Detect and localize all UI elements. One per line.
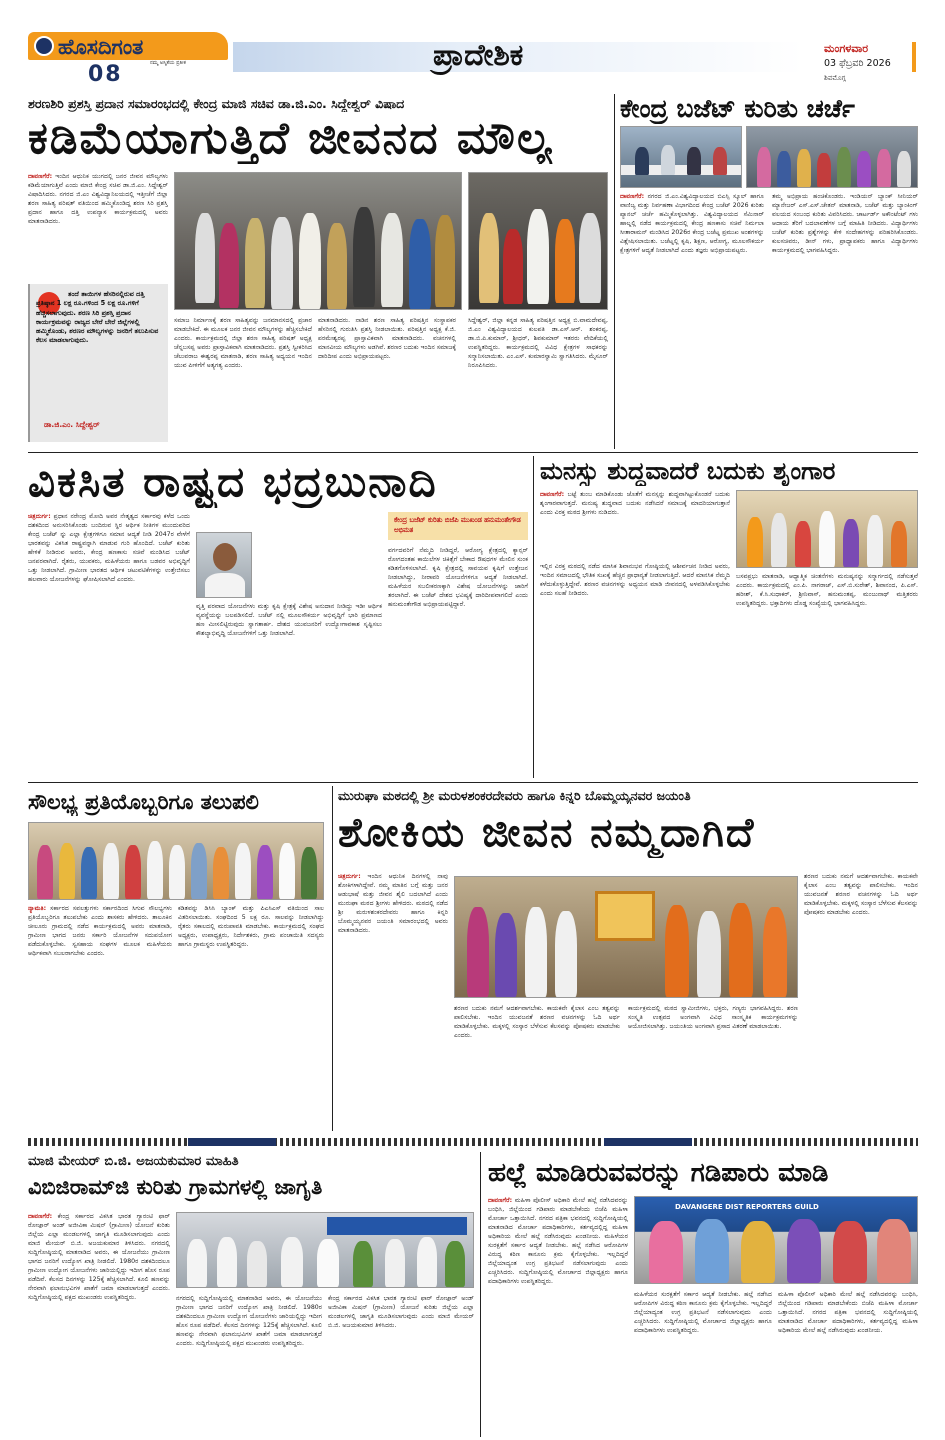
a8-headline: ಹಲ್ಲೆ ಮಾಡಿರುವವರನ್ನು ಗಡಿಪಾರು ಮಾಡಿ — [488, 1158, 829, 1188]
masthead — [28, 30, 918, 90]
a1-quote-box — [28, 284, 168, 442]
a8-photo-press — [634, 1196, 918, 1284]
a7-kicker: ಮಾಜಿ ಮೇಯರ್ ಬಿ.ಜಿ. ಅಜಯಕುಮಾರ ಮಾಹಿತಿ — [28, 1154, 239, 1169]
a4-col2-text: ಇಲ್ಲಿನ ವಿರಕ್ತ ಮಠದಲ್ಲಿ ನಡೆದ ಮಾಸಿಕ ಶಿವಾನುಭವ ಗೋಷ್ಠಿಯಲ್ಲಿ ಆಶೀರ್ವಚನ ನೀಡಿದ ಅವರು, ಇಂದಿನ ಸಮಾಜದಲ್ಲಿ ಭೌತಿಕ ಸುಖಕ್ಕೆ ಹೆಚ್ಚಿನ ಪ್ರಾಧಾನ್ಯತೆ ನೀಡಲಾಗುತ್ತಿದೆ. ಆದರೆ ಮಾನಸಿಕ ನೆಮ್ಮದಿ ಕಳೆದುಕೊಳ್ಳುತ್ತಿದ್ದೇವೆ. ಶರಣರ ವಚನಗಳನ್ನು ಅಧ್ಯಯನ ಮಾಡಿ ಜೀವನದಲ್ಲಿ ಅಳವಡಿಸಿಕೊಳ್ಳಬೇಕು ಎಂದು ಸಲಹೆ ನೀಡಿದರು. — [540, 563, 730, 597]
a2-photo-audience — [746, 126, 918, 188]
logo-emblem-icon — [34, 36, 54, 56]
a1-kicker: ಶರಣಶಿರಿ ಪ್ರಶಸ್ತಿ ಪ್ರದಾನ ಸಮಾರಂಭದಲ್ಲಿ ಕೇಂದ್ರ ಮಾಜಿ ಸಚಿವ ಡಾ.ಜಿ.ಎಂ. ಸಿದ್ದೇಶ್ವರ್ ವಿಷಾದ — [28, 96, 405, 111]
a1-photo-award — [468, 172, 608, 310]
a6-kicker: ಮುರುಘಾ ಮಠದಲ್ಲಿ ಶ್ರೀ ಮರುಳಶಂಕರದೇವರು ಹಾಗೂ ಕಿನ್ನರಿ ಬೊಮ್ಮಯ್ಯನವರ ಜಯಂತಿ — [338, 788, 691, 803]
logo-text: ಹೊಸದಿಗಂತ — [58, 34, 144, 59]
article-value-of-life — [28, 94, 608, 449]
a1-photo-stage — [174, 172, 462, 310]
logo-block — [28, 32, 228, 87]
a6-col2-text: ಶರಣರ ಬದುಕು ನಮಗೆ ಆದರ್ಶವಾಗಬೇಕು. ಕಾಯಕವೇ ಕೈಲಾಸ ಎಂಬ ತತ್ವವನ್ನು ಪಾಲಿಸಬೇಕು. ಇಂದಿನ ಯುವಜನತೆ ಶರಣರ ವಚನಗಳನ್ನು ಓದಿ ಅರ್ಥ ಮಾಡಿಕೊಳ್ಳಬೇಕು. ಮಕ್ಕಳಲ್ಲಿ ಸಂಸ್ಕಾರ ಬೆಳೆಸುವ ಕೆಲಸವನ್ನು ಪೋಷಕರು ಮಾಡಬೇಕು ಎಂದರು. — [454, 1005, 620, 1039]
a2-col1-text: ದಾವಣಗೆರೆ: ನಗರದ ಜಿ.ಎಂ.ವಿಶ್ವವಿದ್ಯಾಲಯದ ಬಿಎಸ್ಸಿ ಸ್ಕೂಲ್ ಹಾಗೂ ವಾಣಿಜ್ಯ ಮತ್ತು ನಿರ್ವಹಣಾ ವಿಭಾಗದಿಂದ ಕೇಂದ್ರ ಬಜೆಟ್ 2026 ಕುರಿತು ಪ್ಯಾನಲ್ ಚರ್ಚೆ ಹಮ್ಮಿಕೊಳ್ಳಲಾಗಿತ್ತು. ವಿಶ್ವವಿದ್ಯಾಲಯದ ಸೆಮಿನಾರ್ ಹಾಲ್ನಲ್ಲಿ ನಡೆದ ಕಾರ್ಯಕ್ರಮದಲ್ಲಿ ಕೇಂದ್ರ ಹಣಕಾಸು ಸಚಿವೆ ನಿರ್ಮಲಾ ಸೀತಾರಾಮನ್ ಮಂಡಿಸಿದ 2026ರ ಕೇಂದ್ರ ಬಜೆಟ್ನ ಪ್ರಮುಖ ಅಂಶಗಳನ್ನು ವಿಶ್ಲೇಷಿಸಲಾಯಿತು. ಬಜೆಟ್ನಲ್ಲಿ ಕೃಷಿ, ಶಿಕ್ಷಣ, ಆರೋಗ್ಯ, ಮೂಲಸೌಕರ್ಯ ಕ್ಷೇತ್ರಗಳಿಗೆ ಆದ್ಯತೆ ನೀಡಲಾಗಿದೆ ಎಂದು ತಜ್ಞರು ಅಭಿಪ್ರಾಯಪಟ್ಟರು. — [620, 193, 764, 254]
a6-col3-text: ಕಾರ್ಯಕ್ರಮದಲ್ಲಿ ಮಠದ ಸ್ವಾಮೀಜಿಗಳು, ಭಕ್ತರು, ಗಣ್ಯರು ಭಾಗವಹಿಸಿದ್ದರು. ಶರಣ ಸಂಸ್ಕೃತಿ ಉತ್ಸವದ ಅಂಗವಾಗಿ ವಿವಿಧ ಸಾಂಸ್ಕೃತಿಕ ಕಾರ್ಯಕ್ರಮಗಳನ್ನು ಆಯೋಜಿಸಲಾಗಿತ್ತು. ಜಯಂತಿಯ ಅಂಗವಾಗಿ ಪ್ರಸಾದ ವಿತರಣೆ ಮಾಡಲಾಯಿತು. — [628, 1005, 798, 1030]
article-deport-attackers — [488, 1152, 918, 1437]
a8-col2-text: ಮಹಿಳೆಯರ ಸುರಕ್ಷತೆಗೆ ಸರ್ಕಾರ ಆದ್ಯತೆ ನೀಡಬೇಕು. ಹಲ್ಲೆ ನಡೆಸಿದ ಆರೋಪಿಗಳ ವಿರುದ್ಧ ಕಠಿಣ ಕಾನೂನು ಕ್ರಮ ಕೈಗೊಳ್ಳಬೇಕು. ಇಲ್ಲದಿದ್ದರೆ ಜಿಲ್ಲೆಯಾದ್ಯಂತ ಉಗ್ರ ಪ್ರತಿಭಟನೆ ನಡೆಸಲಾಗುವುದು ಎಂದು ಎಚ್ಚರಿಸಿದರು. ಸುದ್ದಿಗೋಷ್ಠಿಯಲ್ಲಿ ಮೋರ್ಚಾದ ಜಿಲ್ಲಾಧ್ಯಕ್ಷರು ಹಾಗೂ ಪದಾಧಿಕಾರಿಗಳು ಉಪಸ್ಥಿತರಿದ್ದರು. — [634, 1291, 772, 1334]
a4-photo-mutt — [736, 490, 918, 568]
page-number: 08 — [88, 62, 123, 87]
a4-col3-text: ಬಸವಪ್ರಭು ಮಾತನಾಡಿ, ಆಧ್ಯಾತ್ಮಿಕ ಚಿಂತನೆಗಳು ಮನುಷ್ಯನನ್ನು ಸನ್ಮಾರ್ಗದಲ್ಲಿ ನಡೆಸುತ್ತವೆ ಎಂದರು. ಕಾರ್ಯಕ್ರಮದಲ್ಲಿ ಎಂ.ಪಿ. ನಾಗರಾಜ್, ಎಸ್.ಬಿ.ಸುರೇಶ್, ಶಿವಾನಂದ, ಪಿ.ಎಸ್. ಹರೀಶ್, ಕೆ.ಸಿ.ಸುಧಾಕರ್, ಶ್ರೀನಿವಾಸ್, ಹನುಮಂತಪ್ಪ, ಮಂಜುನಾಥ್ ಮತ್ತಿತರರು ಉಪಸ್ಥಿತರಿದ್ದರು. ಭಕ್ತಾದಿಗಳು ದೊಡ್ಡ ಸಂಖ್ಯೆಯಲ್ಲಿ ಭಾಗವಹಿಸಿದ್ದರು. — [736, 573, 918, 607]
a3-box — [388, 512, 528, 540]
a3-box-text: ಕೇಂದ್ರ ಬಜೆಟ್ ಕುರಿತು ಬಿಜೆಪಿ ಮುಖಂಡ ಹನುಮಂತೇಗೌಡ ಅಭಿಮತ — [394, 516, 521, 534]
a8-col1-text: ದಾವಣಗೆರೆ: ಮಹಿಳಾ ಪೊಲೀಸ್ ಅಧಿಕಾರಿ ಮೇಲೆ ಹಲ್ಲೆ ನಡೆಸಿದವರನ್ನು ಬಂಧಿಸಿ, ಜಿಲ್ಲೆಯಿಂದ ಗಡಿಪಾರು ಮಾಡಬೇಕೆಂದು ಬಿಜೆಪಿ ಮಹಿಳಾ ಮೋರ್ಚಾ ಒತ್ತಾಯಿಸಿದೆ. ನಗರದ ಪತ್ರಿಕಾ ಭವನದಲ್ಲಿ ಸುದ್ದಿಗೋಷ್ಠಿಯಲ್ಲಿ ಮಾತನಾಡಿದ ಮೋರ್ಚಾ ಪದಾಧಿಕಾರಿಗಳು, ಕರ್ತವ್ಯದಲ್ಲಿದ್ದ ಮಹಿಳಾ ಅಧಿಕಾರಿಯ ಮೇಲೆ ಹಲ್ಲೆ ನಡೆಸಿರುವುದು ಖಂಡನೀಯ. ಮಹಿಳೆಯರ ಸುರಕ್ಷತೆಗೆ ಸರ್ಕಾರ ಆದ್ಯತೆ ನೀಡಬೇಕು. ಹಲ್ಲೆ ನಡೆಸಿದ ಆರೋಪಿಗಳ ವಿರುದ್ಧ ಕಠಿಣ ಕಾನೂನು ಕ್ರಮ ಕೈಗೊಳ್ಳಬೇಕು. ಇಲ್ಲದಿದ್ದರೆ ಜಿಲ್ಲೆಯಾದ್ಯಂತ ಉಗ್ರ ಪ್ರತಿಭಟನೆ ನಡೆಸಲಾಗುವುದು ಎಂದು ಎಚ್ಚರಿಸಿದರು. ಸುದ್ದಿಗೋಷ್ಠಿಯಲ್ಲಿ ಮೋರ್ಚಾದ ಜಿಲ್ಲಾಧ್ಯಕ್ಷರು ಹಾಗೂ ಪದಾಧಿಕಾರಿಗಳು ಉಪಸ್ಥಿತರಿದ್ದರು. — [488, 1197, 628, 1285]
section-divider — [28, 1138, 918, 1146]
a7-headline: ವಿಬಿಜಿರಾಮ್‌ಜಿ ಕುರಿತು ಗ್ರಾಮಗಳಲ್ಲಿ ಜಾಗೃತಿ — [28, 1175, 323, 1199]
a1-col2-text: ಸಮಾಜ ನಿರ್ಮಾಣಕ್ಕೆ ಶರಣ ಸಾಹಿತ್ಯವನ್ನು ಜನಮಾನಸದಲ್ಲಿ ಪ್ರಚಾರ ಮಾಡಬೇಕಿದೆ. ಈ ಮೂಲಕ ಜನರ ಜೀವನ ಮೌಲ್ಯಗಳನ್ನು ಹೆಚ್ಚಿಸಬೇಕಿದೆ ಎಂದರು. ಕಾರ್ಯಕ್ರಮದಲ್ಲಿ ಜಿಲ್ಲಾ ಶರಣ ಸಾಹಿತ್ಯ ಪರಿಷತ್ ಅಧ್ಯಕ್ಷ ಚೆನ್ನಬಸಪ್ಪ ಅವರು ಪ್ರಾಸ್ತಾವಿಕವಾಗಿ ಮಾತನಾಡಿದರು. ಪ್ರಶಸ್ತಿ ಸ್ವೀಕರಿಸಿದ ಚೆಲುವರಾಜ ಈಶ್ವರಪ್ಪ ಮಾತನಾಡಿ, ಶರಣ ಸಾಹಿತ್ಯ ಅಧ್ಯಯನ ಇಂದಿನ ಯುವ ಪೀಳಿಗೆಗೆ ಅತ್ಯಗತ್ಯ ಎಂದರು. — [174, 317, 312, 369]
a3-col1-text: ಚಿತ್ರದುರ್ಗ: ಪ್ರಧಾನ ನರೇಂದ್ರ ಮೋದಿ ಅವರ ನೇತೃತ್ವದ ಸರ್ಕಾರವು ಕಳೆದ ಒಂದು ದಶಕದಿಂದ ಅನುಸರಿಸಿಕೊಂಡು ಬಂದಿರುವ ಸ್ಥಿರ ಆರ್ಥಿಕ ನೀತಿಗಳ ಮುಂದುವರಿದ ಕೇಂದ್ರ ಬಜೆಟ್ ನ್ನು ಎಲ್ಲಾ ಕ್ಷೇತ್ರಗಳಿಗೂ ಸಮಾನ ಆದ್ಯತೆ ನೀಡಿ 2047ರ ವೇಳೆಗೆ ಭಾರತವನ್ನು ವಿಕಸಿತ ರಾಷ್ಟ್ರವನ್ನಾಗಿ ಮಾಡುವ ಗುರಿ ಹೊಂದಿದೆ. ಬಜೆಟ್ ಕುರಿತು ಹೇಳಿಕೆ ನೀಡಿರುವ ಅವರು, ಕೇಂದ್ರ ಹಣಕಾಸು ಸಚಿವೆ ಮಂಡಿಸಿದ ಬಜೆಟ್ ಜನಪರವಾಗಿದೆ. ರೈತರು, ಯುವಕರು, ಮಹಿಳೆಯರು ಹಾಗೂ ಬಡವರ ಅಭಿವೃದ್ಧಿಗೆ ಒತ್ತು ನೀಡಲಾಗಿದೆ. ಗ್ರಾಮೀಣ ಭಾರತದ ಆರ್ಥಿಕ ಚಟುವಟಿಕೆಗಳನ್ನು ಉತ್ತೇಜಿಸಲು ಹಲವಾರು ಯೋಜನೆಗಳನ್ನು ಘೋಷಿಸಲಾಗಿದೆ ಎಂದರು. — [28, 513, 190, 583]
a1-headline: ಕಡಿಮೆಯಾಗುತ್ತಿದೆ ಜೀವನದ ಮೌಲ್ಯ — [28, 114, 554, 164]
a1-quote-author: ಡಾ.ಜಿ.ಎಂ. ಸಿದ್ದೇಶ್ವರ್ — [44, 420, 100, 429]
a7-col2-text: ನಗರದಲ್ಲಿ ಸುದ್ದಿಗೋಷ್ಠಿಯಲ್ಲಿ ಮಾತನಾಡಿದ ಅವರು, ಈ ಯೋಜನೆಯು ಗ್ರಾಮೀಣ ಭಾಗದ ಜನರಿಗೆ ಉದ್ಯೋಗ ಖಾತ್ರಿ ನೀಡಲಿದೆ. 1980ರ ದಶಕದಿಂದಲೂ ಗ್ರಾಮೀಣ ಉದ್ಯೋಗ ಯೋಜನೆಗಳು ಜಾರಿಯಲ್ಲಿದ್ದು ಇದೀಗ ಹೊಸ ರೂಪ ಪಡೆದಿವೆ. ಕೆಲಸದ ದಿನಗಳನ್ನು 125ಕ್ಕೆ ಹೆಚ್ಚಿಸಲಾಗಿದೆ. ಕೂಲಿ ಹಣವನ್ನು ನೇರವಾಗಿ ಫಲಾನುಭವಿಗಳ ಖಾತೆಗೆ ಜಮಾ ಮಾಡಲಾಗುತ್ತದೆ ಎಂದರು. ಸುದ್ದಿಗೋಷ್ಠಿಯಲ್ಲಿ ಪಕ್ಷದ ಮುಖಂಡರು ಉಪಸ್ಥಿತರಿದ್ದರು. — [176, 1295, 322, 1347]
a3-portrait — [196, 532, 252, 598]
edition-city: ಶಿವಮೊಗ್ಗ — [824, 74, 846, 82]
section-title: ಪ್ರಾದೇಶಿಕ — [433, 38, 524, 73]
a3-headline: ವಿಕಸಿತ ರಾಷ್ಟ್ರದ ಭದ್ರಬುನಾದಿ — [28, 457, 438, 506]
article-developed-nation — [28, 456, 528, 778]
a5-photo-group — [28, 822, 324, 900]
a4-col1-text: ದಾವಣಗೆರೆ: ಬಟ್ಟೆ ತುಂಬ ಮಾಡಿಕೊಂಡು ಜೊತೆಗೆ ಮನಸ್ಸನ್ನು ಶುದ್ಧವಾಗಿಟ್ಟುಕೊಂಡರೆ ಬದುಕು ಶೃಂಗಾರವಾಗುತ್ತದೆ. ಮನುಷ್ಯ ಶುದ್ಧವಾದ ಬದುಕು ನಡೆಸಿದರೆ ಸಮಾಜಕ್ಕೆ ಮಾದರಿಯಾಗುತ್ತಾನೆ ಎಂದು ವಿರಕ್ತ ಮಠದ ಶ್ರೀಗಳು ನುಡಿದರು. — [540, 491, 730, 516]
edition-date: 03 ಫೆಬ್ರವರಿ 2026 — [824, 58, 891, 69]
a1-col3-text: ಮಾತನಾಡಿದರು. ನಾಡಿನ ಶರಣ ಸಾಹಿತ್ಯ ಪರಿಷತ್ತಿನ ಸಂಸ್ಥಾಪಕರ ಹೆಸರಿನಲ್ಲಿ ಗುರುತಿಸಿ ಪ್ರಶಸ್ತಿ ನೀಡಲಾಯಿತು. ಪರಿಷತ್ತಿನ ಅಧ್ಯಕ್ಷ ಕೆ.ಜಿ. ಪರಮೇಶ್ವರಪ್ಪ ಪ್ರಾಸ್ತಾವಿಕವಾಗಿ ಮಾತನಾಡಿದರು. ವಚನಗಳಲ್ಲಿ ಮಾನವೀಯ ಮೌಲ್ಯಗಳು ಅಡಗಿವೆ. ಶರಣರ ಬದುಕು ಇಂದಿನ ಸಮಾಜಕ್ಕೆ ದಾರಿದೀಪ ಎಂದು ಅಭಿಪ್ರಾಯಪಟ್ಟರು. — [318, 317, 456, 360]
a6-photo-seers — [454, 876, 798, 998]
a2-photo-panel — [620, 126, 742, 188]
article-vbgramg-awareness — [28, 1152, 474, 1437]
a6-col4-text: ಶರಣರ ಬದುಕು ನಮಗೆ ಆದರ್ಶವಾಗಬೇಕು. ಕಾಯಕವೇ ಕೈಲಾಸ ಎಂಬ ತತ್ವವನ್ನು ಪಾಲಿಸಬೇಕು. ಇಂದಿನ ಯುವಜನತೆ ಶರಣರ ವಚನಗಳನ್ನು ಓದಿ ಅರ್ಥ ಮಾಡಿಕೊಳ್ಳಬೇಕು. ಮಕ್ಕಳಲ್ಲಿ ಸಂಸ್ಕಾರ ಬೆಳೆಸುವ ಕೆಲಸವನ್ನು ಪೋಷಕರು ಮಾಡಬೇಕು ಎಂದರು. — [804, 873, 918, 916]
a8-banner-text: DAVANGERE DIST REPORTERS GUILD — [675, 1203, 819, 1211]
a1-quote-text: ತಂದೆ ತಾಯಿಗಳ ಹೆಸರಿನಲ್ಲಿರುವ ದತ್ತಿ ಪ್ರತಿಷ್ಠಾನ 1 ಲಕ್ಷ ರೂ.ಗಳಿಂದ 5 ಲಕ್ಷ ರೂ.ಗಳಿಗೆ ಹೆಚ್ಚಿಸಲಾಗುವುದು. ಶರಣ ಸಿರಿ ಪ್ರಶಸ್ತಿ ಪ್ರದಾನ ಕಾರ್ಯಕ್ರಮವನ್ನು ರಾಜ್ಯದ ಬೇರೆ ಬೇರೆ ಜಿಲ್ಲೆಗಳಲ್ಲಿ ಹಮ್ಮಿಕೊಂಡು, ಶರಣರ ಮೌಲ್ಯಗಳನ್ನು ಜನರಿಗೆ ತಲುಪಿಸುವ ಕೆಲಸ ಮಾಡಲಾಗುವುದು. — [36, 290, 159, 345]
a3-col2-text: ವೃತ್ತಿ ಪರವಾದ ಯೋಜನೆಗಳು ಮತ್ತು ಕೃಷಿ ಕ್ಷೇತ್ರಕ್ಕೆ ವಿಶೇಷ ಅನುದಾನ ನೀಡಿದ್ದು ಇಡೀ ಆರ್ಥಿಕ ವ್ಯವಸ್ಥೆಯನ್ನು ಬಲಪಡಿಸಲಿದೆ. ಬಜೆಟ್ ನಲ್ಲಿ ಮೂಲಸೌಕರ್ಯ ಅಭಿವೃದ್ಧಿಗೆ ಭಾರಿ ಪ್ರಮಾಣದ ಹಣ ಮೀಸಲಿಟ್ಟಿರುವುದು ಸ್ವಾಗತಾರ್ಹ. ದೇಶದ ಯುವಜನರಿಗೆ ಉದ್ಯೋಗಾವಕಾಶ ಸೃಷ್ಟಿಸಲು ಕೌಶಲ್ಯಾಭಿವೃದ್ಧಿ ಯೋಜನೆಗಳಿಗೆ ಒತ್ತು ನೀಡಲಾಗಿದೆ. — [196, 603, 382, 637]
a2-col2-text: ತಮ್ಮ ಅಭಿಪ್ರಾಯ ಹಂಚಿಕೊಂಡರು. ಇಂಡಿಯನ್ ಬ್ಯಾಂಕ್ ಸೀನಿಯರ್ ಮ್ಯಾನೇಜರ್ ಎಸ್.ಎಸ್.ಚೇತನ್ ಮಾತನಾಡಿ, ಬಜೆಟ್ ಮತ್ತು ಬ್ಯಾಂಕಿಂಗ್ ವಲಯದ ಸಂಬಂಧ ಕುರಿತು ವಿವರಿಸಿದರು. ಚಾರ್ಟರ್ಡ್ ಅಕೌಂಟೆಂಟ್ ಗಳು ಆದಾಯ ತೆರಿಗೆ ಬದಲಾವಣೆಗಳ ಬಗ್ಗೆ ಮಾಹಿತಿ ನೀಡಿದರು. ವಿದ್ಯಾರ್ಥಿಗಳು ಬಜೆಟ್ ಕುರಿತು ಪ್ರಶ್ನೆಗಳನ್ನು ಕೇಳಿ ಸಂದೇಹಗಳನ್ನು ಪರಿಹರಿಸಿಕೊಂಡರು. ಕುಲಸಚಿವರು, ಡೀನ್ ಗಳು, ಪ್ರಾಧ್ಯಾಪಕರು ಹಾಗೂ ವಿದ್ಯಾರ್ಥಿಗಳು ಕಾರ್ಯಕ್ರಮದಲ್ಲಿ ಭಾಗವಹಿಸಿದ್ದರು. — [772, 193, 918, 254]
a8-col3-text: ಮಹಿಳಾ ಪೊಲೀಸ್ ಅಧಿಕಾರಿ ಮೇಲೆ ಹಲ್ಲೆ ನಡೆಸಿದವರನ್ನು ಬಂಧಿಸಿ, ಜಿಲ್ಲೆಯಿಂದ ಗಡಿಪಾರು ಮಾಡಬೇಕೆಂದು ಬಿಜೆಪಿ ಮಹಿಳಾ ಮೋರ್ಚಾ ಒತ್ತಾಯಿಸಿದೆ. ನಗರದ ಪತ್ರಿಕಾ ಭವನದಲ್ಲಿ ಸುದ್ದಿಗೋಷ್ಠಿಯಲ್ಲಿ ಮಾತನಾಡಿದ ಮೋರ್ಚಾ ಪದಾಧಿಕಾರಿಗಳು, ಕರ್ತವ್ಯದಲ್ಲಿದ್ದ ಮಹಿಳಾ ಅಧಿಕಾರಿಯ ಮೇಲೆ ಹಲ್ಲೆ ನಡೆಸಿರುವುದು ಖಂಡನೀಯ. — [778, 1291, 918, 1334]
a5-col2-text: ಕಡಿತವನ್ನು ಡಿಸಿಸಿ ಬ್ಯಾಂಕ್ ಮತ್ತು ಪಿಎಸಿಎಸ್ ವತಿಯಿಂದ ಸಾಲ ವಿತರಿಸಲಾಯಿತು. ಸಂಘದಿಂದ 5 ಲಕ್ಷ ರೂ. ಸಾಲವನ್ನು ನೀಡಲಾಗಿದ್ದು ರೈತರು ಸಕಾಲದಲ್ಲಿ ಮರುಪಾವತಿ ಮಾಡಬೇಕು. ಕಾರ್ಯಕ್ರಮದಲ್ಲಿ ಸಂಘದ ಅಧ್ಯಕ್ಷರು, ಉಪಾಧ್ಯಕ್ಷರು, ನಿರ್ದೇಶಕರು, ಗ್ರಾಮ ಪಂಚಾಯಿತಿ ಸದಸ್ಯರು ಹಾಗೂ ಗ್ರಾಮಸ್ಥರು ಉಪಸ್ಥಿತರಿದ್ದರು. — [178, 905, 324, 948]
a7-photo-press — [176, 1212, 474, 1288]
a6-headline: ಶೋಕಿಯ ಜೀವನ ನಮ್ಮದಾಗಿದೆ — [338, 810, 756, 856]
article-budget-discussion — [620, 94, 918, 449]
article-pure-mind — [540, 456, 918, 778]
logo-subtitle: ನಮ್ಮ ಅಸ್ಮಿತೆಯ ಪ್ರತೀಕ — [150, 60, 186, 66]
a6-col1-text: ಚಿತ್ರದುರ್ಗ: ಇಂದಿನ ಆಧುನಿಕ ದಿನಗಳಲ್ಲಿ ನಾವು ಶೋಕಿಗಳಾಗಿದ್ದೇವೆ. ನಮ್ಮ ಮಾತಿನ ಬಗ್ಗೆ ಮತ್ತು ಜನರ ಆಡುಭಾಷೆ ಮತ್ತು ಜೀವನ ಶೈಲಿ ಬದಲಾಗಿದೆ ಎಂದು ಮುರುಘಾ ಮಠದ ಶ್ರೀಗಳು ಹೇಳಿದರು. ಮಠದಲ್ಲಿ ನಡೆದ ಶ್ರೀ ಮರುಳಶಂಕರದೇವರು ಹಾಗೂ ಕಿನ್ನರಿ ಬೊಮ್ಮಯ್ಯನವರ ಜಯಂತಿ ಸಮಾರಂಭದಲ್ಲಿ ಅವರು ಮಾತನಾಡಿದರು. — [338, 873, 448, 934]
article-showy-life — [338, 786, 918, 1131]
a1-col1-text: ದಾವಣಗೆರೆ: ಇಂದಿನ ಆಧುನಿಕ ಯುಗದಲ್ಲಿ ಜನರ ಜೀವನ ಮೌಲ್ಯಗಳು ಕಡಿಮೆಯಾಗುತ್ತಿವೆ ಎಂದು ಮಾಜಿ ಕೇಂದ್ರ ಸಚಿವ ಡಾ.ಜಿ.ಎಂ. ಸಿದ್ದೇಶ್ವರ್ ವಿಷಾದಿಸಿದರು. ನಗರದ ಜಿ.ಎಂ ವಿಶ್ವವಿದ್ಯಾನಿಲಯದಲ್ಲಿ ಇತ್ತೀಚೆಗೆ ಜಿಲ್ಲಾ ಶರಣ ಸಾಹಿತ್ಯ ಪರಿಷತ್ ವತಿಯಿಂದ ಹಮ್ಮಿಕೊಂಡಿದ್ದ ಶರಣ ಸಿರಿ ಪ್ರಶಸ್ತಿ ಪ್ರದಾನ ಹಾಗೂ ದತ್ತಿ ಉಪನ್ಯಾಸ ಕಾರ್ಯಕ್ರಮದಲ್ಲಿ ಅವರು ಮಾತನಾಡಿದರು. — [28, 173, 168, 225]
a4-headline: ಮನಸ್ಸು ಶುದ್ಧವಾದರೆ ಬದುಕು ಶೃಂಗಾರ — [540, 457, 836, 485]
edition-day: ಮಂಗಳವಾರ — [824, 42, 869, 55]
a7-col3-text: ಕೇಂದ್ರ ಸರ್ಕಾರದ ವಿಕಸಿತ ಭಾರತ ಗ್ಯಾರಂಟಿ ಫಾರ್ ರೋಜ್ಗಾರ್ ಅಂಡ್ ಅಜೀವಿಕಾ ಮಿಷನ್ (ಗ್ರಾಮೀಣ) ಯೋಜನೆ ಕುರಿತು ಜಿಲ್ಲೆಯ ಎಲ್ಲಾ ಮಂಡಲಗಳಲ್ಲಿ ಜಾಗೃತಿ ಮೂಡಿಸಲಾಗುವುದು ಎಂದು ಮಾಜಿ ಮೇಯರ್ ಬಿ.ಜಿ. ಅಜಯಕುಮಾರ ತಿಳಿಸಿದರು. — [328, 1295, 474, 1329]
a7-col1-text: ದಾವಣಗೆರೆ: ಕೇಂದ್ರ ಸರ್ಕಾರದ ವಿಕಸಿತ ಭಾರತ ಗ್ಯಾರಂಟಿ ಫಾರ್ ರೋಜ್ಗಾರ್ ಅಂಡ್ ಅಜೀವಿಕಾ ಮಿಷನ್ (ಗ್ರಾಮೀಣ) ಯೋಜನೆ ಕುರಿತು ಜಿಲ್ಲೆಯ ಎಲ್ಲಾ ಮಂಡಲಗಳಲ್ಲಿ ಜಾಗೃತಿ ಮೂಡಿಸಲಾಗುವುದು ಎಂದು ಮಾಜಿ ಮೇಯರ್ ಬಿ.ಜಿ. ಅಜಯಕುಮಾರ ತಿಳಿಸಿದರು. ನಗರದಲ್ಲಿ ಸುದ್ದಿಗೋಷ್ಠಿಯಲ್ಲಿ ಮಾತನಾಡಿದ ಅವರು, ಈ ಯೋಜನೆಯು ಗ್ರಾಮೀಣ ಭಾಗದ ಜನರಿಗೆ ಉದ್ಯೋಗ ಖಾತ್ರಿ ನೀಡಲಿದೆ. 1980ರ ದಶಕದಿಂದಲೂ ಗ್ರಾಮೀಣ ಉದ್ಯೋಗ ಯೋಜನೆಗಳು ಜಾರಿಯಲ್ಲಿದ್ದು ಇದೀಗ ಹೊಸ ರೂಪ ಪಡೆದಿವೆ. ಕೆಲಸದ ದಿನಗಳನ್ನು 125ಕ್ಕೆ ಹೆಚ್ಚಿಸಲಾಗಿದೆ. ಕೂಲಿ ಹಣವನ್ನು ನೇರವಾಗಿ ಫಲಾನುಭವಿಗಳ ಖಾತೆಗೆ ಜಮಾ ಮಾಡಲಾಗುತ್ತದೆ ಎಂದರು. ಸುದ್ದಿಗೋಷ್ಠಿಯಲ್ಲಿ ಪಕ್ಷದ ಮುಖಂಡರು ಉಪಸ್ಥಿತರಿದ್ದರು. — [28, 1213, 170, 1301]
article-facilities — [28, 786, 328, 1131]
a2-headline: ಕೇಂದ್ರ ಬಜೆಟ್ ಕುರಿತು ಚರ್ಚೆ — [620, 94, 855, 123]
a3-col3-text: ವರ್ಗದವರಿಗೆ ನೆಮ್ಮದಿ ನೀಡಿದ್ದರೆ, ಆರೋಗ್ಯ ಕ್ಷೇತ್ರದಲ್ಲಿ ಕ್ಯಾನ್ಸರ್ ರೋಗದಂತಹ ಕಾಯಿಲೆಗಳ ಚಿಕಿತ್ಸೆಗೆ ಬೇಕಾದ ಔಷಧಗಳ ಮೇಲಿನ ಸುಂಕ ಕಡಿತಗೊಳಿಸಲಾಗಿದೆ. ಕೃಷಿ ಕ್ಷೇತ್ರದಲ್ಲಿ ಸಾವಯವ ಕೃಷಿಗೆ ಉತ್ತೇಜನ ನೀಡಲಾಗಿದ್ದು, ನೀರಾವರಿ ಯೋಜನೆಗಳಿಗೂ ಆದ್ಯತೆ ನೀಡಲಾಗಿದೆ. ಮಹಿಳೆಯರ ಸಬಲೀಕರಣಕ್ಕಾಗಿ ವಿಶೇಷ ಯೋಜನೆಗಳನ್ನು ಜಾರಿಗೆ ತರಲಾಗಿದೆ. ಈ ಬಜೆಟ್ ದೇಶದ ಭವಿಷ್ಯಕ್ಕೆ ದಾರಿದೀಪವಾಗಲಿದೆ ಎಂದು ಹನುಮಂತೇಗೌಡ ಅಭಿಪ್ರಾಯಪಟ್ಟಿದ್ದಾರೆ. — [388, 547, 528, 608]
a5-col1-text: ನ್ಯಾಮತಿ: ಸರ್ಕಾರದ ಸವಲತ್ತುಗಳು ಸರ್ಕಾರದಿಂದ ಸಿಗುವ ಸೌಲಭ್ಯಗಳು ಪ್ರತಿಯೊಬ್ಬರಿಗೂ ತಲುಪಬೇಕು ಎಂದು ಶಾಸಕರು ಹೇಳಿದರು. ತಾಲೂಕಿನ ಚೀಲೂರು ಗ್ರಾಮದಲ್ಲಿ ನಡೆದ ಕಾರ್ಯಕ್ರಮದಲ್ಲಿ ಅವರು ಮಾತನಾಡಿ, ಗ್ರಾಮೀಣ ಭಾಗದ ಜನರು ಸರ್ಕಾರಿ ಯೋಜನೆಗಳ ಸದುಪಯೋಗ ಪಡೆದುಕೊಳ್ಳಬೇಕು. ಸ್ವಸಹಾಯ ಸಂಘಗಳ ಮೂಲಕ ಮಹಿಳೆಯರು ಆರ್ಥಿಕವಾಗಿ ಸಬಲರಾಗಬೇಕು ಎಂದರು. — [28, 905, 172, 957]
a5-headline: ಸೌಲಭ್ಯ ಪ್ರತಿಯೊಬ್ಬರಿಗೂ ತಲುಪಲಿ — [28, 790, 259, 814]
a1-col4-text: ಸಿದ್ದೇಶ್ವರ್, ಜಿಲ್ಲಾ ಕನ್ನಡ ಸಾಹಿತ್ಯ ಪರಿಷತ್ತಿನ ಅಧ್ಯಕ್ಷ ಬಿ.ವಾಮದೇವಪ್ಪ, ಜಿ.ಎಂ ವಿಶ್ವವಿದ್ಯಾಲಯದ ಕುಲಪತಿ ಡಾ.ಎಸ್.ಆರ್. ಶಂಕರಪ್ಪ, ಡಾ.ಬಿ.ಪಿ.ಕುಮಾರ್, ಶ್ರೀಧರ್, ಶಿವಕುಮಾರ್ ಇತರರು ವೇದಿಕೆಯಲ್ಲಿ ಉಪಸ್ಥಿತರಿದ್ದರು. ಕಾರ್ಯಕ್ರಮದಲ್ಲಿ ವಿವಿಧ ಕ್ಷೇತ್ರಗಳ ಸಾಧಕರನ್ನು ಸನ್ಮಾನಿಸಲಾಯಿತು. ಎಂ.ಎಸ್. ಕುಮಾರಸ್ವಾಮಿ ಸ್ವಾಗತಿಸಿದರು. ಮೈಸೂರ್ ನಿರೂಪಿಸಿದರು. — [468, 317, 608, 369]
